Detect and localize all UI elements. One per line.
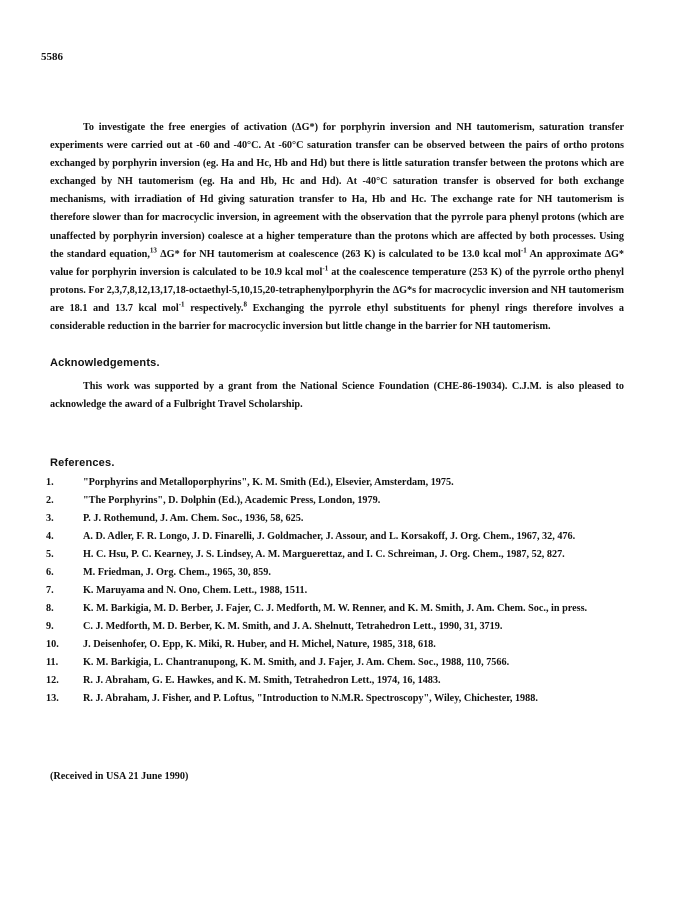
reference-text: "The Porphyrins", D. Dolphin (Ed.), Academic Press, London, 1979. [83, 495, 381, 506]
reference-number: 5. [46, 549, 54, 560]
reference-item [46, 546, 626, 564]
reference-item [46, 510, 626, 528]
unit-superscript: -1 [178, 300, 185, 309]
reference-number: 9. [46, 621, 54, 632]
reference-text: P. J. Rothemund, J. Am. Chem. Soc., 1936, 58, 625. [83, 513, 304, 524]
reference-text: "Porphyrins and Metalloporphyrins", K. M. Smith (Ed.), Elsevier, Amsterdam, 1975. [83, 477, 454, 488]
reference-item [46, 690, 626, 708]
acknowledgements-text [50, 378, 624, 414]
citation-superscript: 8 [243, 300, 247, 309]
body-text-2: ΔG* for NH tautomerism at coalescence (263 K) is calculated to be 13.0 kcal mol [156, 248, 521, 260]
reference-text: H. C. Hsu, P. C. Kearney, J. S. Lindsey, A. M. Marguerettaz, and I. C. Schreiman, J. Org. Chem., 1987, 52, 827. [83, 549, 565, 560]
reference-text: K. M. Barkigia, M. D. Berber, J. Fajer, C. J. Medforth, M. W. Renner, and K. M. Smith, J. Am. Chem. Soc., in press. [83, 603, 588, 614]
reference-number: 2. [46, 495, 54, 506]
reference-item [46, 582, 626, 600]
body-text-6: Exchanging the pyrrole ethyl substituents for phenyl rings therefore involves a considerable reduction in the barrier for macrocyclic inversion but little change in the barrier for NH tautomerism. [50, 302, 625, 333]
reference-item [46, 618, 626, 636]
reference-number: 4. [46, 531, 54, 542]
reference-number: 8. [46, 603, 54, 614]
reference-text: K. M. Barkigia, L. Chantranupong, K. M. Smith, and J. Fajer, J. Am. Chem. Soc., 1988, 110, 7566. [83, 657, 510, 668]
reference-item [46, 492, 626, 510]
body-text-4: at the coalescence temperature (253 K) of the pyrrole ortho phenyl protons. For 2,3,7,8,12,13,17,18-octaethyl-5,10,15,20-tetraphenylporphyrin the ΔG*s for macrocyclic inversion and NH tautomerism are 18.1 and 13.7 kcal mol [50, 266, 624, 314]
references-heading: References. [50, 457, 115, 469]
reference-text: C. J. Medforth, M. D. Berber, K. M. Smith, and J. A. Shelnutt, Tetrahedron Lett., 1990, 31, 3719. [83, 621, 503, 632]
acknowledgements-paragraph: This work was supported by a grant from the National Science Foundation (CHE-86-19034). C.J.M. is also pleased to acknowledge the award of a Fulbright Travel Scholarship. [50, 381, 624, 410]
reference-item [46, 600, 626, 618]
page-number: 5586 [41, 51, 63, 63]
reference-item [46, 474, 626, 492]
reference-number: 11. [46, 657, 59, 668]
acknowledgements-heading: Acknowledgements. [50, 357, 160, 369]
body-text-3: An approximate ΔG* value for porphyrin inversion is calculated to be 10.9 kcal mol [50, 248, 625, 278]
reference-number: 6. [46, 567, 54, 578]
body-text-1: To investigate the free energies of activation (ΔG*) for porphyrin inversion and NH tautomerism, saturation transfer experiments were carried out at -60 and -40°C. At -60°C saturation transfer can be observed between the pairs of ortho protons exchanged by porphyrin inversion (eg. Ha and Hc, Hb and Hd) but there is little saturation transfer between the protons which are exchanged by NH tautomerism (eg. Ha and Hb, Hc and Hd). At -40°C saturation transfer is observed for both exchange mechanisms, with irradiation of Hd giving saturation transfer to Ha, Hb and Hc. The exchange rate for NH tautomerism is therefore slower than for macrocyclic inversion, in agreement with the observation that the pyrrole para phenyl protons (which are unaffected by porphyrin inversion) coalesce at a higher temperature than the protons which are affected by both processes. Using the standard equation, [50, 122, 624, 260]
reference-number: 10. [46, 639, 59, 650]
citation-superscript: 13 [149, 246, 157, 255]
reference-number: 3. [46, 513, 54, 524]
reference-item [46, 654, 626, 672]
unit-superscript: -1 [322, 264, 329, 273]
reference-text: A. D. Adler, F. R. Longo, J. D. Finarelli, J. Goldmacher, J. Assour, and L. Korsakoff, J. Org. Chem., 1967, 32, 476. [83, 531, 576, 542]
reference-number: 1. [46, 477, 54, 488]
unit-superscript: -1 [520, 246, 527, 255]
references-list [46, 474, 626, 708]
body-text-5: respectively. [184, 302, 244, 314]
body-paragraph [50, 119, 624, 336]
reference-text: M. Friedman, J. Org. Chem., 1965, 30, 859. [83, 567, 271, 578]
reference-item [46, 672, 626, 690]
reference-item [46, 636, 626, 654]
reference-text: R. J. Abraham, G. E. Hawkes, and K. M. Smith, Tetrahedron Lett., 1974, 16, 1483. [83, 675, 441, 686]
reference-number: 13. [46, 693, 59, 704]
reference-text: K. Maruyama and N. Ono, Chem. Lett., 1988, 1511. [83, 585, 308, 596]
received-date: (Received in USA 21 June 1990) [50, 771, 189, 782]
reference-item [46, 528, 626, 546]
reference-text: R. J. Abraham, J. Fisher, and P. Loftus, "Introduction to N.M.R. Spectroscopy", Wiley, Chichester, 1988. [83, 693, 538, 704]
reference-number: 12. [46, 675, 59, 686]
reference-text: J. Deisenhofer, O. Epp, K. Miki, R. Huber, and H. Michel, Nature, 1985, 318, 618. [83, 639, 436, 650]
reference-item [46, 564, 626, 582]
reference-number: 7. [46, 585, 54, 596]
